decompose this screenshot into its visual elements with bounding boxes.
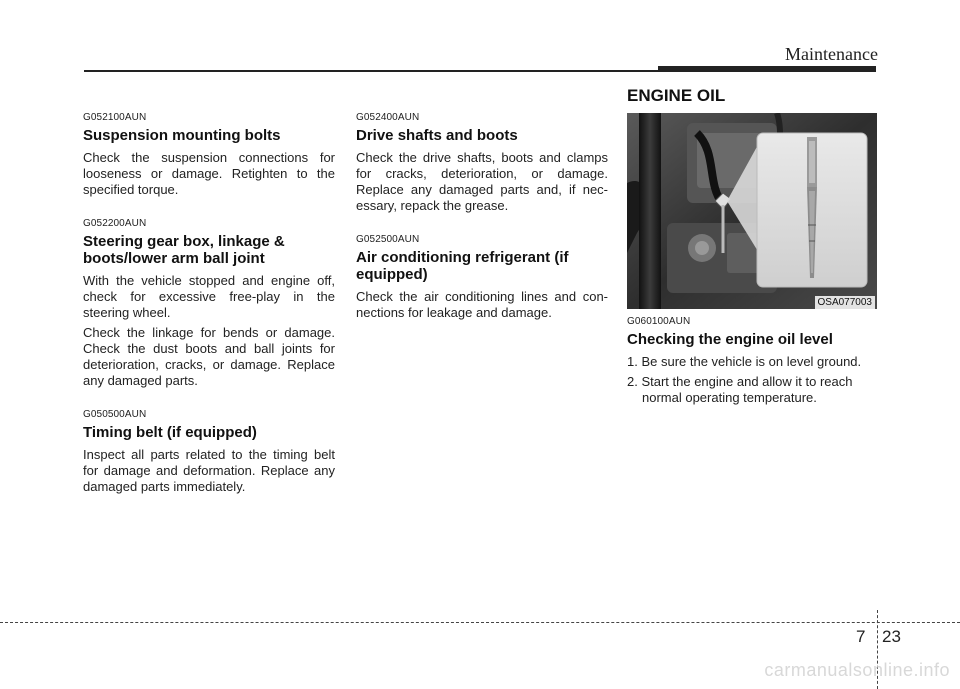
section-suspension bbox=[83, 112, 335, 198]
section-paragraph: Check the suspension connections for looseness or damage. Retighten to the specified torque. bbox=[83, 150, 335, 197]
section-paragraph: Check the drive shafts, boots and clamps for cracks, deterioration, or damage. Replace any damaged parts and, if nec-essary, repack the grease. bbox=[356, 150, 608, 213]
steps-list bbox=[627, 354, 877, 406]
section-paragraph: Inspect all parts related to the timing belt for damage and deformation. Replace any damaged parts immediately. bbox=[83, 447, 335, 494]
column-2 bbox=[356, 112, 608, 341]
column-1 bbox=[83, 112, 335, 515]
list-item: 1. Be sure the vehicle is on level ground. bbox=[627, 354, 862, 369]
section-title: Drive shafts and boots bbox=[356, 127, 518, 144]
section-steering bbox=[83, 218, 335, 389]
section-title: Steering gear box, linkage & boots/lower arm ball joint bbox=[83, 233, 285, 267]
section-paragraph: With the vehicle stopped and engine off, check for excessive free-play in the steering wheel. bbox=[83, 273, 335, 320]
section-paragraph: Check the air conditioning lines and con-nections for leakage and damage. bbox=[356, 289, 608, 320]
section-paragraph: Check the linkage for bends or damage. Check the dust boots and ball joints for deterioration, cracks, or damage. Replace any damaged parts. bbox=[83, 325, 335, 388]
engine-bay-illustration bbox=[627, 113, 877, 309]
page-number: 23 bbox=[882, 627, 901, 646]
engine-oil-dipstick-photo bbox=[627, 113, 877, 309]
section-air-conditioning bbox=[356, 234, 608, 321]
section-code: G052100AUN bbox=[83, 112, 147, 123]
section-code: G052500AUN bbox=[356, 234, 420, 245]
section-title: Suspension mounting bolts bbox=[83, 127, 281, 144]
section-title: Checking the engine oil level bbox=[627, 331, 833, 348]
section-drive-shafts bbox=[356, 112, 608, 214]
section-code: G052400AUN bbox=[356, 112, 420, 123]
section-code: G052200AUN bbox=[83, 218, 147, 229]
section-title: Air conditioning refrigerant (if equipped) bbox=[356, 249, 569, 283]
section-code: G060100AUN bbox=[627, 316, 691, 327]
section-title: Timing belt (if equipped) bbox=[83, 424, 257, 441]
list-item: 2. Start the engine and allow it to reach normal operating temperature. bbox=[627, 374, 853, 405]
section-code: G050500AUN bbox=[83, 409, 147, 420]
header-rule-thick bbox=[658, 66, 876, 72]
watermark: carmanualsonline.info bbox=[764, 660, 950, 680]
header-rule-thin bbox=[84, 70, 660, 72]
section-timing-belt bbox=[83, 409, 335, 495]
page-header-title: Maintenance bbox=[785, 44, 878, 64]
chapter-number: 7 bbox=[856, 627, 866, 646]
engine-oil-heading: ENGINE OIL bbox=[627, 86, 726, 105]
footer-rule bbox=[0, 622, 960, 623]
image-caption: OSA077003 bbox=[815, 296, 876, 309]
engine-oil-level-section bbox=[627, 316, 877, 410]
